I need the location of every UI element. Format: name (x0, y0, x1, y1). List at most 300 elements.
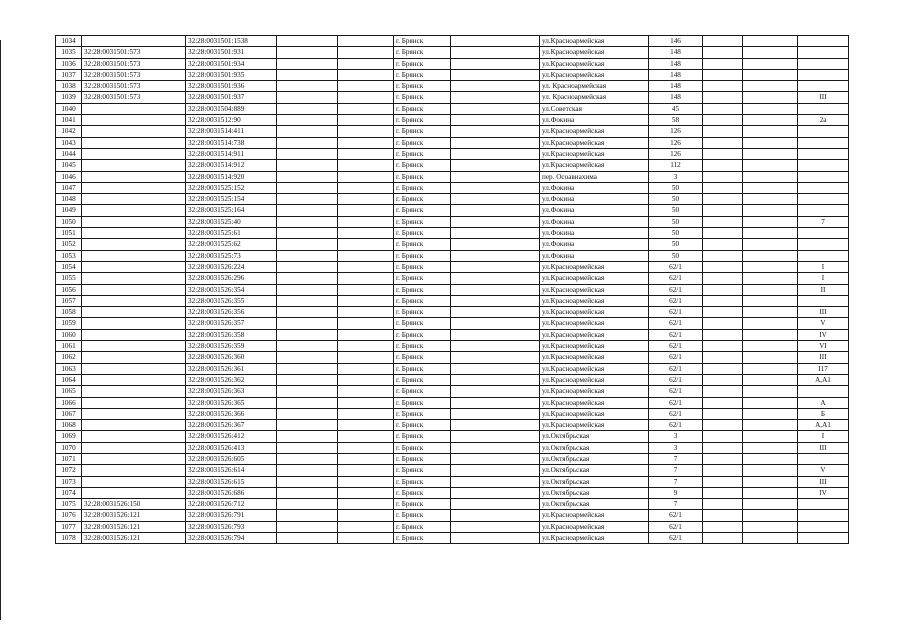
empty-cell (743, 81, 798, 92)
empty-cell (451, 47, 540, 58)
table-row (56, 250, 849, 261)
empty-cell (338, 487, 394, 498)
empty-cell (277, 386, 338, 397)
parent-cadastral-cell (82, 476, 186, 487)
empty-cell (743, 295, 798, 306)
row-number-cell: 1042 (56, 126, 82, 137)
empty-cell (743, 329, 798, 340)
empty-cell (277, 465, 338, 476)
street-cell: ул.Красноармейская (540, 160, 649, 171)
empty-cell (451, 499, 540, 510)
empty-cell (703, 476, 743, 487)
table-row (56, 81, 849, 92)
empty-cell (743, 408, 798, 419)
empty-cell (703, 453, 743, 464)
empty-cell (451, 69, 540, 80)
empty-cell (743, 182, 798, 193)
street-cell: ул.Фокина (540, 194, 649, 205)
table-row (56, 510, 849, 521)
parent-cadastral-cell (82, 284, 186, 295)
street-cell: ул.Октябрьская (540, 431, 649, 442)
empty-cell (277, 36, 338, 47)
parent-cadastral-cell (82, 386, 186, 397)
empty-cell (743, 216, 798, 227)
letter-cell: III (798, 307, 849, 318)
table-row (56, 115, 849, 126)
empty-cell (703, 487, 743, 498)
empty-cell (743, 273, 798, 284)
empty-cell (451, 261, 540, 272)
house-number-cell: 62/1 (649, 386, 703, 397)
empty-cell (451, 81, 540, 92)
parent-cadastral-cell (82, 160, 186, 171)
parent-cadastral-cell (82, 148, 186, 159)
letter-cell: А,А1 (798, 374, 849, 385)
parent-cadastral-cell (82, 465, 186, 476)
parent-cadastral-cell: 32:28:0031501:573 (82, 47, 186, 58)
street-cell: ул.Красноармейская (540, 47, 649, 58)
empty-cell (743, 92, 798, 103)
empty-cell (338, 92, 394, 103)
table-row (56, 487, 849, 498)
house-number-cell: 148 (649, 47, 703, 58)
empty-cell (743, 341, 798, 352)
empty-cell (703, 329, 743, 340)
empty-cell (277, 126, 338, 137)
letter-cell: 2а (798, 115, 849, 126)
letter-cell: IV (798, 487, 849, 498)
letter-cell: IV (798, 329, 849, 340)
empty-cell (277, 487, 338, 498)
empty-cell (703, 103, 743, 114)
cadastral-number-cell: 32:28:0031526:794 (186, 533, 277, 544)
empty-cell (338, 194, 394, 205)
letter-cell (798, 137, 849, 148)
cadastral-number-cell: 32:28:0031526:793 (186, 521, 277, 532)
cadastral-number-cell: 32:28:0031526:366 (186, 408, 277, 419)
row-number-cell: 1061 (56, 341, 82, 352)
letter-cell (798, 194, 849, 205)
empty-cell (703, 239, 743, 250)
row-number-cell: 1035 (56, 47, 82, 58)
empty-cell (338, 182, 394, 193)
empty-cell (703, 318, 743, 329)
street-cell: ул.Красноармейская (540, 148, 649, 159)
house-number-cell: 126 (649, 126, 703, 137)
empty-cell (277, 160, 338, 171)
letter-cell: I (798, 273, 849, 284)
cadastral-number-cell: 32:28:0031514:738 (186, 137, 277, 148)
city-cell: г. Брянск (394, 431, 451, 442)
street-cell: ул.Красноармейская (540, 329, 649, 340)
cadastral-number-cell: 32:28:0031501:934 (186, 58, 277, 69)
street-cell: ул. Красноармейская (540, 92, 649, 103)
table-row (56, 160, 849, 171)
parent-cadastral-cell (82, 442, 186, 453)
cadastral-number-cell: 32:28:0031526:615 (186, 476, 277, 487)
street-cell: ул.Красноармейская (540, 397, 649, 408)
empty-cell (338, 521, 394, 532)
empty-cell (451, 487, 540, 498)
parent-cadastral-cell (82, 318, 186, 329)
empty-cell (338, 58, 394, 69)
empty-cell (338, 126, 394, 137)
empty-cell (338, 171, 394, 182)
city-cell: г. Брянск (394, 307, 451, 318)
house-number-cell: 62/1 (649, 408, 703, 419)
empty-cell (277, 58, 338, 69)
cadastral-number-cell: 32:28:0031526:362 (186, 374, 277, 385)
table-row (56, 92, 849, 103)
street-cell: ул.Красноармейская (540, 533, 649, 544)
street-cell: ул.Красноармейская (540, 126, 649, 137)
empty-cell (338, 47, 394, 58)
empty-cell (277, 81, 338, 92)
street-cell: ул.Октябрьская (540, 453, 649, 464)
house-number-cell: 3 (649, 431, 703, 442)
street-cell: ул.Красноармейская (540, 307, 649, 318)
house-number-cell: 62/1 (649, 329, 703, 340)
empty-cell (277, 148, 338, 159)
empty-cell (743, 465, 798, 476)
parent-cadastral-cell (82, 137, 186, 148)
letter-cell (798, 205, 849, 216)
row-number-cell: 1034 (56, 36, 82, 47)
empty-cell (743, 521, 798, 532)
empty-cell (703, 431, 743, 442)
empty-cell (743, 160, 798, 171)
table-row (56, 284, 849, 295)
empty-cell (338, 250, 394, 261)
empty-cell (451, 374, 540, 385)
house-number-cell: 50 (649, 182, 703, 193)
cadastral-number-cell: 32:28:0031526:359 (186, 341, 277, 352)
table-row (56, 205, 849, 216)
empty-cell (338, 307, 394, 318)
parent-cadastral-cell (82, 397, 186, 408)
house-number-cell: 126 (649, 148, 703, 159)
empty-cell (703, 137, 743, 148)
letter-cell (798, 499, 849, 510)
cadastral-number-cell: 32:28:0031514:411 (186, 126, 277, 137)
empty-cell (743, 363, 798, 374)
city-cell: г. Брянск (394, 250, 451, 261)
city-cell: г. Брянск (394, 510, 451, 521)
parent-cadastral-cell: 32:28:0031501:573 (82, 92, 186, 103)
house-number-cell: 62/1 (649, 284, 703, 295)
letter-cell (798, 453, 849, 464)
letter-cell (798, 295, 849, 306)
empty-cell (277, 420, 338, 431)
cadastral-number-cell: 32:28:0031504:889 (186, 103, 277, 114)
empty-cell (451, 137, 540, 148)
city-cell: г. Брянск (394, 284, 451, 295)
empty-cell (277, 261, 338, 272)
parent-cadastral-cell (82, 216, 186, 227)
empty-cell (451, 36, 540, 47)
house-number-cell: 62/1 (649, 521, 703, 532)
empty-cell (743, 239, 798, 250)
empty-cell (703, 273, 743, 284)
parent-cadastral-cell (82, 126, 186, 137)
city-cell: г. Брянск (394, 329, 451, 340)
street-cell: ул.Красноармейская (540, 374, 649, 385)
table-row (56, 295, 849, 306)
empty-cell (451, 295, 540, 306)
city-cell: г. Брянск (394, 487, 451, 498)
house-number-cell: 148 (649, 69, 703, 80)
cadastral-number-cell: 32:28:0031512:90 (186, 115, 277, 126)
parent-cadastral-cell (82, 374, 186, 385)
empty-cell (451, 352, 540, 363)
empty-cell (451, 216, 540, 227)
empty-cell (743, 397, 798, 408)
empty-cell (703, 521, 743, 532)
city-cell: г. Брянск (394, 521, 451, 532)
row-number-cell: 1060 (56, 329, 82, 340)
row-number-cell: 1057 (56, 295, 82, 306)
empty-cell (703, 341, 743, 352)
empty-cell (451, 228, 540, 239)
letter-cell: I (798, 261, 849, 272)
empty-cell (277, 228, 338, 239)
letter-cell (798, 160, 849, 171)
empty-cell (703, 397, 743, 408)
empty-cell (743, 115, 798, 126)
city-cell: г. Брянск (394, 137, 451, 148)
cadastral-number-cell: 32:28:0031526:413 (186, 442, 277, 453)
empty-cell (451, 510, 540, 521)
empty-cell (703, 205, 743, 216)
empty-cell (743, 47, 798, 58)
row-number-cell: 1038 (56, 81, 82, 92)
house-number-cell: 126 (649, 137, 703, 148)
row-number-cell: 1045 (56, 160, 82, 171)
parent-cadastral-cell (82, 205, 186, 216)
row-number-cell: 1063 (56, 363, 82, 374)
letter-cell: I (798, 431, 849, 442)
letter-cell (798, 250, 849, 261)
empty-cell (277, 431, 338, 442)
house-number-cell: 62/1 (649, 273, 703, 284)
city-cell: г. Брянск (394, 239, 451, 250)
street-cell: ул.Красноармейская (540, 386, 649, 397)
row-number-cell: 1059 (56, 318, 82, 329)
house-number-cell: 50 (649, 205, 703, 216)
empty-cell (338, 261, 394, 272)
house-number-cell: 7 (649, 465, 703, 476)
table-row (56, 420, 849, 431)
empty-cell (743, 171, 798, 182)
empty-cell (338, 81, 394, 92)
empty-cell (277, 171, 338, 182)
empty-cell (451, 363, 540, 374)
empty-cell (451, 194, 540, 205)
empty-cell (338, 420, 394, 431)
table-row (56, 408, 849, 419)
empty-cell (743, 103, 798, 114)
empty-cell (277, 521, 338, 532)
row-number-cell: 1046 (56, 171, 82, 182)
parent-cadastral-cell (82, 115, 186, 126)
empty-cell (277, 408, 338, 419)
registry-table (55, 35, 849, 544)
city-cell: г. Брянск (394, 228, 451, 239)
house-number-cell: 148 (649, 58, 703, 69)
parent-cadastral-cell (82, 182, 186, 193)
empty-cell (277, 69, 338, 80)
row-number-cell: 1070 (56, 442, 82, 453)
empty-cell (451, 171, 540, 182)
cadastral-number-cell: 32:28:0031525:152 (186, 182, 277, 193)
letter-cell: III (798, 476, 849, 487)
house-number-cell: 50 (649, 216, 703, 227)
row-number-cell: 1039 (56, 92, 82, 103)
table-row (56, 374, 849, 385)
table-row (56, 69, 849, 80)
row-number-cell: 1071 (56, 453, 82, 464)
house-number-cell: 3 (649, 171, 703, 182)
empty-cell (277, 453, 338, 464)
row-number-cell: 1047 (56, 182, 82, 193)
cadastral-number-cell: 32:28:0031525:40 (186, 216, 277, 227)
cadastral-number-cell: 32:28:0031501:936 (186, 81, 277, 92)
parent-cadastral-cell (82, 239, 186, 250)
empty-cell (703, 363, 743, 374)
row-number-cell: 1064 (56, 374, 82, 385)
city-cell: г. Брянск (394, 171, 451, 182)
empty-cell (338, 499, 394, 510)
cadastral-number-cell: 32:28:0031525:154 (186, 194, 277, 205)
empty-cell (451, 273, 540, 284)
house-number-cell: 62/1 (649, 341, 703, 352)
street-cell: ул.Красноармейская (540, 273, 649, 284)
empty-cell (277, 103, 338, 114)
cadastral-number-cell: 32:28:0031526:354 (186, 284, 277, 295)
row-number-cell: 1036 (56, 58, 82, 69)
house-number-cell: 3 (649, 442, 703, 453)
empty-cell (743, 228, 798, 239)
parent-cadastral-cell (82, 250, 186, 261)
empty-cell (703, 533, 743, 544)
row-number-cell: 1075 (56, 499, 82, 510)
city-cell: г. Брянск (394, 182, 451, 193)
empty-cell (451, 239, 540, 250)
empty-cell (703, 126, 743, 137)
house-number-cell: 62/1 (649, 374, 703, 385)
cadastral-number-cell: 32:28:0031526:791 (186, 510, 277, 521)
table-row (56, 239, 849, 250)
table-row (56, 386, 849, 397)
cadastral-number-cell: 32:28:0031526:712 (186, 499, 277, 510)
empty-cell (703, 374, 743, 385)
empty-cell (277, 352, 338, 363)
city-cell: г. Брянск (394, 160, 451, 171)
empty-cell (703, 58, 743, 69)
parent-cadastral-cell (82, 420, 186, 431)
empty-cell (277, 284, 338, 295)
empty-cell (743, 307, 798, 318)
cadastral-number-cell: 32:28:0031525:164 (186, 205, 277, 216)
empty-cell (743, 499, 798, 510)
letter-cell (798, 47, 849, 58)
empty-cell (277, 476, 338, 487)
empty-cell (338, 148, 394, 159)
parent-cadastral-cell (82, 171, 186, 182)
house-number-cell: 148 (649, 92, 703, 103)
row-number-cell: 1048 (56, 194, 82, 205)
empty-cell (703, 115, 743, 126)
street-cell: ул.Фокина (540, 216, 649, 227)
city-cell: г. Брянск (394, 397, 451, 408)
house-number-cell: 62/1 (649, 420, 703, 431)
empty-cell (451, 103, 540, 114)
parent-cadastral-cell (82, 431, 186, 442)
empty-cell (703, 408, 743, 419)
city-cell: г. Брянск (394, 36, 451, 47)
empty-cell (743, 374, 798, 385)
empty-cell (743, 250, 798, 261)
empty-cell (277, 374, 338, 385)
empty-cell (451, 465, 540, 476)
street-cell: ул.Фокина (540, 250, 649, 261)
empty-cell (451, 318, 540, 329)
empty-cell (451, 126, 540, 137)
empty-cell (338, 284, 394, 295)
city-cell: г. Брянск (394, 533, 451, 544)
empty-cell (338, 273, 394, 284)
house-number-cell: 62/1 (649, 352, 703, 363)
cadastral-number-cell: 32:28:0031525:73 (186, 250, 277, 261)
empty-cell (277, 239, 338, 250)
cadastral-number-cell: 32:28:0031501:937 (186, 92, 277, 103)
street-cell: ул.Красноармейская (540, 36, 649, 47)
empty-cell (703, 510, 743, 521)
row-number-cell: 1066 (56, 397, 82, 408)
cadastral-number-cell: 32:28:0031526:355 (186, 295, 277, 306)
city-cell: г. Брянск (394, 126, 451, 137)
house-number-cell: 62/1 (649, 363, 703, 374)
street-cell: ул.Красноармейская (540, 352, 649, 363)
city-cell: г. Брянск (394, 58, 451, 69)
empty-cell (338, 352, 394, 363)
city-cell: г. Брянск (394, 295, 451, 306)
house-number-cell: 58 (649, 115, 703, 126)
street-cell: ул.Красноармейская (540, 69, 649, 80)
table-row (56, 261, 849, 272)
letter-cell (798, 103, 849, 114)
parent-cadastral-cell (82, 408, 186, 419)
empty-cell (338, 295, 394, 306)
row-number-cell: 1044 (56, 148, 82, 159)
street-cell: ул.Фокина (540, 205, 649, 216)
city-cell: г. Брянск (394, 341, 451, 352)
empty-cell (743, 148, 798, 159)
empty-cell (703, 420, 743, 431)
city-cell: г. Брянск (394, 92, 451, 103)
letter-cell (798, 58, 849, 69)
row-number-cell: 1049 (56, 205, 82, 216)
city-cell: г. Брянск (394, 69, 451, 80)
cadastral-number-cell: 32:28:0031526:686 (186, 487, 277, 498)
parent-cadastral-cell: 32:28:0031526:121 (82, 533, 186, 544)
empty-cell (277, 137, 338, 148)
parent-cadastral-cell: 32:28:0031501:573 (82, 69, 186, 80)
row-number-cell: 1076 (56, 510, 82, 521)
empty-cell (338, 408, 394, 419)
house-number-cell: 62/1 (649, 261, 703, 272)
empty-cell (743, 58, 798, 69)
